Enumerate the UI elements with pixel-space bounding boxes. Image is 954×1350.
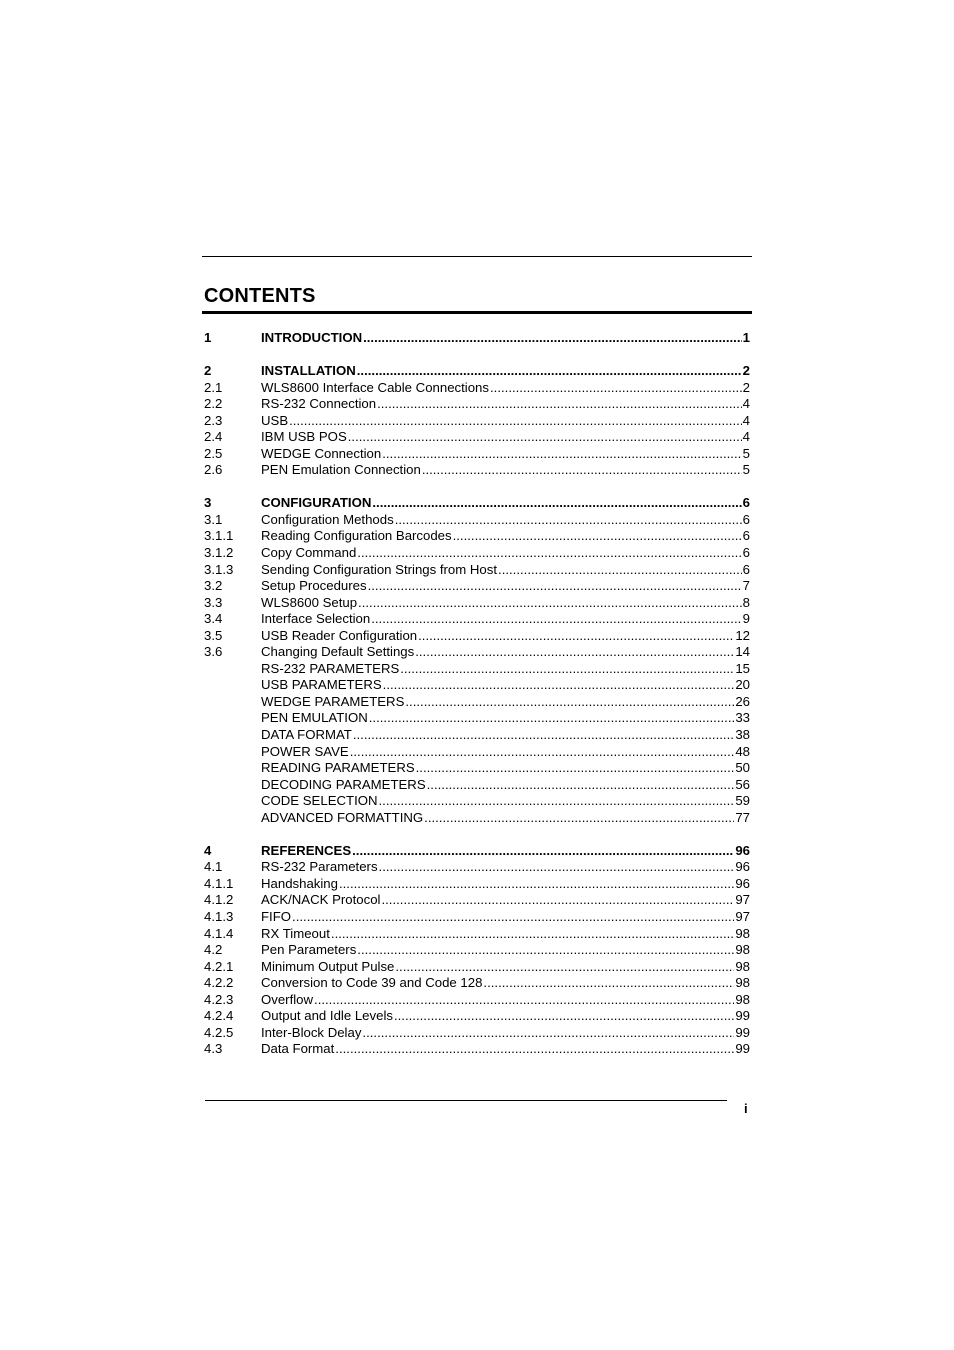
toc-entry-page: 97 (735, 892, 750, 908)
toc-dot-leader (381, 892, 734, 909)
toc-entry[interactable] (204, 942, 750, 959)
toc-entry[interactable] (204, 363, 750, 380)
toc-entry-line (261, 396, 750, 413)
toc-entry-number: 4.1.3 (204, 909, 234, 924)
toc-entry-line (261, 793, 750, 810)
toc-entry-page: 5 (742, 445, 750, 461)
toc-entry[interactable] (204, 876, 750, 893)
toc-entry-line (261, 959, 750, 976)
toc-entry-page: 5 (742, 462, 750, 478)
toc-entry-number: 4.2.2 (204, 975, 234, 991)
toc-entry-line (261, 462, 750, 479)
toc-dot-leader (395, 959, 734, 976)
toc-entry-page: 26 (735, 693, 750, 709)
toc-entry-label: Handshaking (261, 875, 338, 891)
toc-entry-label: DECODING PARAMETERS (261, 776, 426, 792)
toc-entry-number: 2.5 (204, 445, 223, 461)
toc-entry[interactable] (204, 694, 750, 711)
toc-entry-label: CODE SELECTION (261, 793, 378, 809)
toc-entry-line (261, 727, 750, 744)
toc-entry[interactable] (204, 677, 750, 694)
toc-entry-page: 4 (742, 396, 750, 412)
toc-dot-leader (415, 644, 734, 661)
title-rule (202, 311, 752, 314)
toc-dot-leader (350, 744, 735, 761)
toc-entry-page: 6 (742, 511, 750, 527)
toc-dot-leader (490, 380, 742, 397)
toc-entry[interactable] (204, 595, 750, 612)
toc-entry[interactable] (204, 959, 750, 976)
toc-entry-page: 98 (735, 942, 750, 958)
toc-entry-page: 96 (735, 842, 750, 858)
toc-entry[interactable] (204, 562, 750, 579)
toc-dot-leader (395, 512, 742, 529)
toc-entry-label: Overflow (261, 991, 314, 1007)
toc-entry[interactable] (204, 1008, 750, 1025)
toc-entry[interactable] (204, 661, 750, 678)
toc-entry-line (261, 744, 750, 761)
toc-entry-line (261, 843, 750, 860)
toc-entry-line (261, 909, 750, 926)
toc-entry-label: Inter-Block Delay (261, 1024, 362, 1040)
toc-dot-leader (331, 926, 734, 943)
toc-dot-leader (379, 793, 735, 810)
toc-entry[interactable] (204, 810, 750, 827)
toc-dot-leader (382, 446, 741, 463)
toc-entry-page: 20 (735, 677, 750, 693)
toc-entry[interactable] (204, 528, 750, 545)
toc-entry-label: WLS8600 Interface Cable Connections (261, 379, 489, 395)
toc-entry-page: 99 (735, 1008, 750, 1024)
toc-dot-leader (348, 429, 742, 446)
toc-entry-line (261, 942, 750, 959)
toc-entry-page: 50 (735, 760, 750, 776)
toc-entry-number: 3.1.1 (204, 528, 234, 544)
toc-entry-line (261, 413, 750, 430)
toc-dot-leader (335, 1041, 734, 1058)
toc-dot-leader (357, 942, 734, 959)
toc-entry-page: 38 (735, 727, 750, 743)
toc-entry-page: 1 (742, 330, 750, 345)
toc-entry[interactable] (204, 545, 750, 562)
toc-entry-line (261, 1041, 750, 1058)
toc-entry-label: DATA FORMAT (261, 727, 352, 743)
toc-dot-leader (314, 992, 734, 1009)
toc-dot-leader (422, 462, 742, 479)
toc-entry[interactable] (204, 429, 750, 446)
toc-dot-leader (371, 611, 741, 628)
toc-entry-page: 6 (742, 528, 750, 544)
toc-entry-label: Copy Command (261, 545, 357, 561)
toc-entry[interactable] (204, 413, 750, 430)
toc-entry-line (261, 859, 750, 876)
toc-entry-page: 9 (742, 611, 750, 627)
toc-entry-line (261, 611, 750, 628)
toc-entry-line (261, 876, 750, 893)
toc-entry-label: IBM USB POS (261, 429, 347, 445)
toc-entry-page: 98 (735, 958, 750, 974)
toc-dot-leader (292, 909, 734, 926)
toc-entry-page: 33 (735, 710, 750, 726)
toc-entry[interactable] (204, 909, 750, 926)
toc-entry[interactable] (204, 992, 750, 1009)
toc-entry-page: 6 (742, 561, 750, 577)
toc-dot-leader (289, 413, 742, 430)
toc-entry-label: INTRODUCTION (261, 330, 363, 345)
toc-entry-number: 4.2.5 (204, 1024, 234, 1040)
toc-entry[interactable] (204, 760, 750, 777)
toc-entry-line (261, 694, 750, 711)
toc-entry-label: WEDGE Connection (261, 445, 382, 461)
toc-entry-page: 99 (735, 1041, 750, 1057)
toc-entry-line (261, 1025, 750, 1042)
toc-entry-page: 98 (735, 975, 750, 991)
toc-dot-leader (368, 578, 742, 595)
toc-entry-label: ACK/NACK Protocol (261, 892, 381, 908)
toc-entry-number: 4.2 (204, 942, 223, 958)
toc-entry-page: 56 (735, 776, 750, 792)
toc-entry-number: 4.1.2 (204, 892, 234, 908)
toc-entry[interactable] (204, 1041, 750, 1058)
toc-entry[interactable] (204, 975, 750, 992)
toc-entry-number: 4 (204, 842, 212, 858)
toc-entry-label: WLS8600 Setup (261, 594, 358, 610)
toc-entry-number: 3.6 (204, 644, 223, 660)
toc-entry-line (261, 363, 750, 380)
toc-entry-number: 3.1.3 (204, 561, 234, 577)
toc-entry-number: 3.2 (204, 578, 223, 594)
toc-entry-number: 4.2.4 (204, 1008, 234, 1024)
toc-dot-leader (372, 495, 741, 512)
toc-entry-number: 3.3 (204, 594, 223, 610)
toc-entry[interactable] (204, 793, 750, 810)
toc-entry-label: INSTALLATION (261, 363, 356, 379)
toc-entry-label: Interface Selection (261, 611, 371, 627)
toc-entry-page: 96 (735, 859, 750, 875)
toc-entry-line (261, 429, 750, 446)
toc-entry-label: CONFIGURATION (261, 495, 372, 511)
toc-entry[interactable] (204, 462, 750, 479)
toc-entry-page: 7 (742, 578, 750, 594)
toc-entry-line (261, 677, 750, 694)
toc-entry-page: 98 (735, 991, 750, 1007)
toc-entry[interactable] (204, 396, 750, 413)
toc-entry-label: PEN EMULATION (261, 710, 368, 726)
toc-entry-line (261, 595, 750, 612)
toc-dot-leader (377, 396, 742, 413)
toc-entry-page: 98 (735, 925, 750, 941)
toc-entry-label: Configuration Methods (261, 511, 394, 527)
toc-entry-page: 4 (742, 412, 750, 428)
footer-rule (205, 1100, 727, 1101)
toc-entry-line (261, 545, 750, 562)
toc-dot-leader (358, 595, 742, 612)
toc-dot-leader (405, 694, 734, 711)
toc-entry-page: 14 (735, 644, 750, 660)
toc-entry-line (261, 562, 750, 579)
toc-entry-label: ADVANCED FORMATTING (261, 809, 424, 825)
toc-entry-number: 3.5 (204, 627, 223, 643)
toc-entry-number: 2.3 (204, 412, 223, 428)
toc-entry-label: FIFO (261, 909, 292, 924)
toc-entry-line (261, 760, 750, 777)
toc-dot-leader (357, 545, 741, 562)
toc-entry-page: 8 (742, 594, 750, 610)
toc-dot-leader (357, 363, 742, 380)
toc-dot-leader (418, 628, 734, 645)
toc-entry-number: 2.2 (204, 396, 223, 412)
toc-entry-line (261, 628, 750, 645)
toc-dot-leader (379, 859, 735, 876)
toc-dot-leader (362, 1025, 734, 1042)
toc-entry-number: 3 (204, 495, 212, 511)
toc-dot-leader (498, 562, 742, 579)
toc-dot-leader (483, 975, 734, 992)
toc-entry-label: Setup Procedures (261, 578, 367, 594)
toc-entry-page: 48 (735, 743, 750, 759)
toc-dot-leader (416, 760, 735, 777)
toc-entry-line (261, 644, 750, 661)
toc-dot-leader (427, 777, 735, 794)
toc-entry-page: 96 (735, 875, 750, 891)
toc-entry-line (261, 892, 750, 909)
toc-entry-label: RS-232 PARAMETERS (261, 660, 400, 676)
toc-entry-page: 15 (735, 660, 750, 676)
toc-entry-label: Reading Configuration Barcodes (261, 528, 452, 544)
toc-entry-label: Conversion to Code 39 and Code 128 (261, 975, 483, 991)
toc-entry-line (261, 495, 750, 512)
toc-entry[interactable] (204, 727, 750, 744)
toc-entry-number: 3.1 (204, 511, 223, 527)
toc-entry-label: Output and Idle Levels (261, 1008, 393, 1024)
toc-entry[interactable] (204, 578, 750, 595)
toc-entry-page: 6 (742, 495, 750, 511)
toc-entry-number: 2 (204, 363, 212, 379)
toc-entry[interactable] (204, 926, 750, 943)
toc-entry-number: 1 (204, 330, 212, 345)
toc-entry-line (261, 810, 750, 827)
table-of-contents (204, 330, 750, 1058)
toc-entry-page: 2 (742, 363, 750, 379)
toc-entry-number: 2.1 (204, 379, 223, 395)
toc-entry[interactable] (204, 380, 750, 397)
toc-entry-number: 3.1.2 (204, 545, 234, 561)
toc-entry-label: Pen Parameters (261, 942, 357, 958)
toc-entry-label: POWER SAVE (261, 743, 349, 759)
toc-entry-label: REFERENCES (261, 842, 352, 858)
toc-entry[interactable] (204, 495, 750, 512)
toc-entry-line (261, 992, 750, 1009)
toc-entry-label: WEDGE PARAMETERS (261, 693, 405, 709)
toc-entry-label: Sending Configuration Strings from Host (261, 561, 498, 577)
toc-entry-page: 12 (735, 627, 750, 643)
toc-entry-label: Minimum Output Pulse (261, 958, 395, 974)
toc-entry[interactable] (204, 644, 750, 661)
toc-dot-leader (453, 528, 742, 545)
toc-entry[interactable] (204, 892, 750, 909)
toc-entry-label: Data Format (261, 1041, 335, 1057)
toc-dot-leader (424, 810, 734, 827)
toc-entry[interactable] (204, 777, 750, 794)
toc-entry-line (261, 975, 750, 992)
toc-entry-line (261, 777, 750, 794)
toc-entry-number: 4.1 (204, 859, 223, 875)
toc-entry[interactable] (204, 843, 750, 860)
page-title: CONTENTS (204, 285, 316, 307)
toc-entry-number: 2.6 (204, 462, 223, 478)
toc-entry-line (261, 1008, 750, 1025)
toc-entry[interactable] (204, 710, 750, 727)
toc-entry-page: 4 (742, 429, 750, 445)
toc-entry-line (261, 512, 750, 529)
toc-entry[interactable] (204, 1025, 750, 1042)
toc-dot-leader (383, 677, 735, 694)
toc-entry[interactable] (204, 512, 750, 529)
toc-entry-number: 2.4 (204, 429, 223, 445)
toc-entry[interactable] (204, 611, 750, 628)
toc-entry[interactable] (204, 446, 750, 463)
toc-entry-line (261, 661, 750, 678)
toc-dot-leader (394, 1008, 734, 1025)
toc-entry-label: USB PARAMETERS (261, 677, 382, 693)
footer-page-number: i (744, 1101, 748, 1116)
toc-entry-label: USB Reader Configuration (261, 627, 418, 643)
header-rule (202, 256, 752, 257)
toc-entry-line (261, 710, 750, 727)
toc-entry-line (261, 528, 750, 545)
toc-entry-label: RX Timeout (261, 925, 330, 941)
toc-entry-line (261, 578, 750, 595)
toc-entry-page: 59 (735, 793, 750, 809)
toc-dot-leader (352, 843, 734, 860)
toc-entry-number: 4.1.4 (204, 925, 234, 941)
toc-entry-line (261, 330, 750, 347)
toc-entry[interactable] (204, 628, 750, 645)
toc-entry-label: RS-232 Connection (261, 396, 377, 412)
toc-entry-label: READING PARAMETERS (261, 760, 415, 776)
toc-entry-label: USB (261, 412, 289, 428)
toc-dot-leader (363, 330, 742, 347)
toc-entry-label: PEN Emulation Connection (261, 462, 421, 478)
toc-entry-line (261, 446, 750, 463)
toc-entry-page: 77 (735, 809, 750, 825)
toc-entry-number: 3.4 (204, 611, 223, 627)
toc-entry-label: RS-232 Parameters (261, 859, 378, 875)
toc-entry-page: 2 (742, 379, 750, 395)
toc-entry-number: 4.2.3 (204, 991, 234, 1007)
toc-entry-number: 4.2.1 (204, 958, 234, 974)
toc-entry-page: 99 (735, 1024, 750, 1040)
toc-dot-leader (353, 727, 734, 744)
toc-entry-line (261, 380, 750, 397)
toc-dot-leader (400, 661, 734, 678)
toc-entry[interactable] (204, 859, 750, 876)
toc-entry-number: 4.3 (204, 1041, 223, 1057)
toc-entry-page: 97 (735, 909, 750, 924)
toc-entry-label: Changing Default Settings (261, 644, 415, 660)
toc-entry[interactable] (204, 744, 750, 761)
toc-entry-number: 4.1.1 (204, 875, 234, 891)
toc-entry-line (261, 926, 750, 943)
toc-dot-leader (369, 710, 735, 727)
toc-entry[interactable] (204, 330, 750, 347)
toc-entry-page: 6 (742, 545, 750, 561)
toc-dot-leader (339, 876, 734, 893)
